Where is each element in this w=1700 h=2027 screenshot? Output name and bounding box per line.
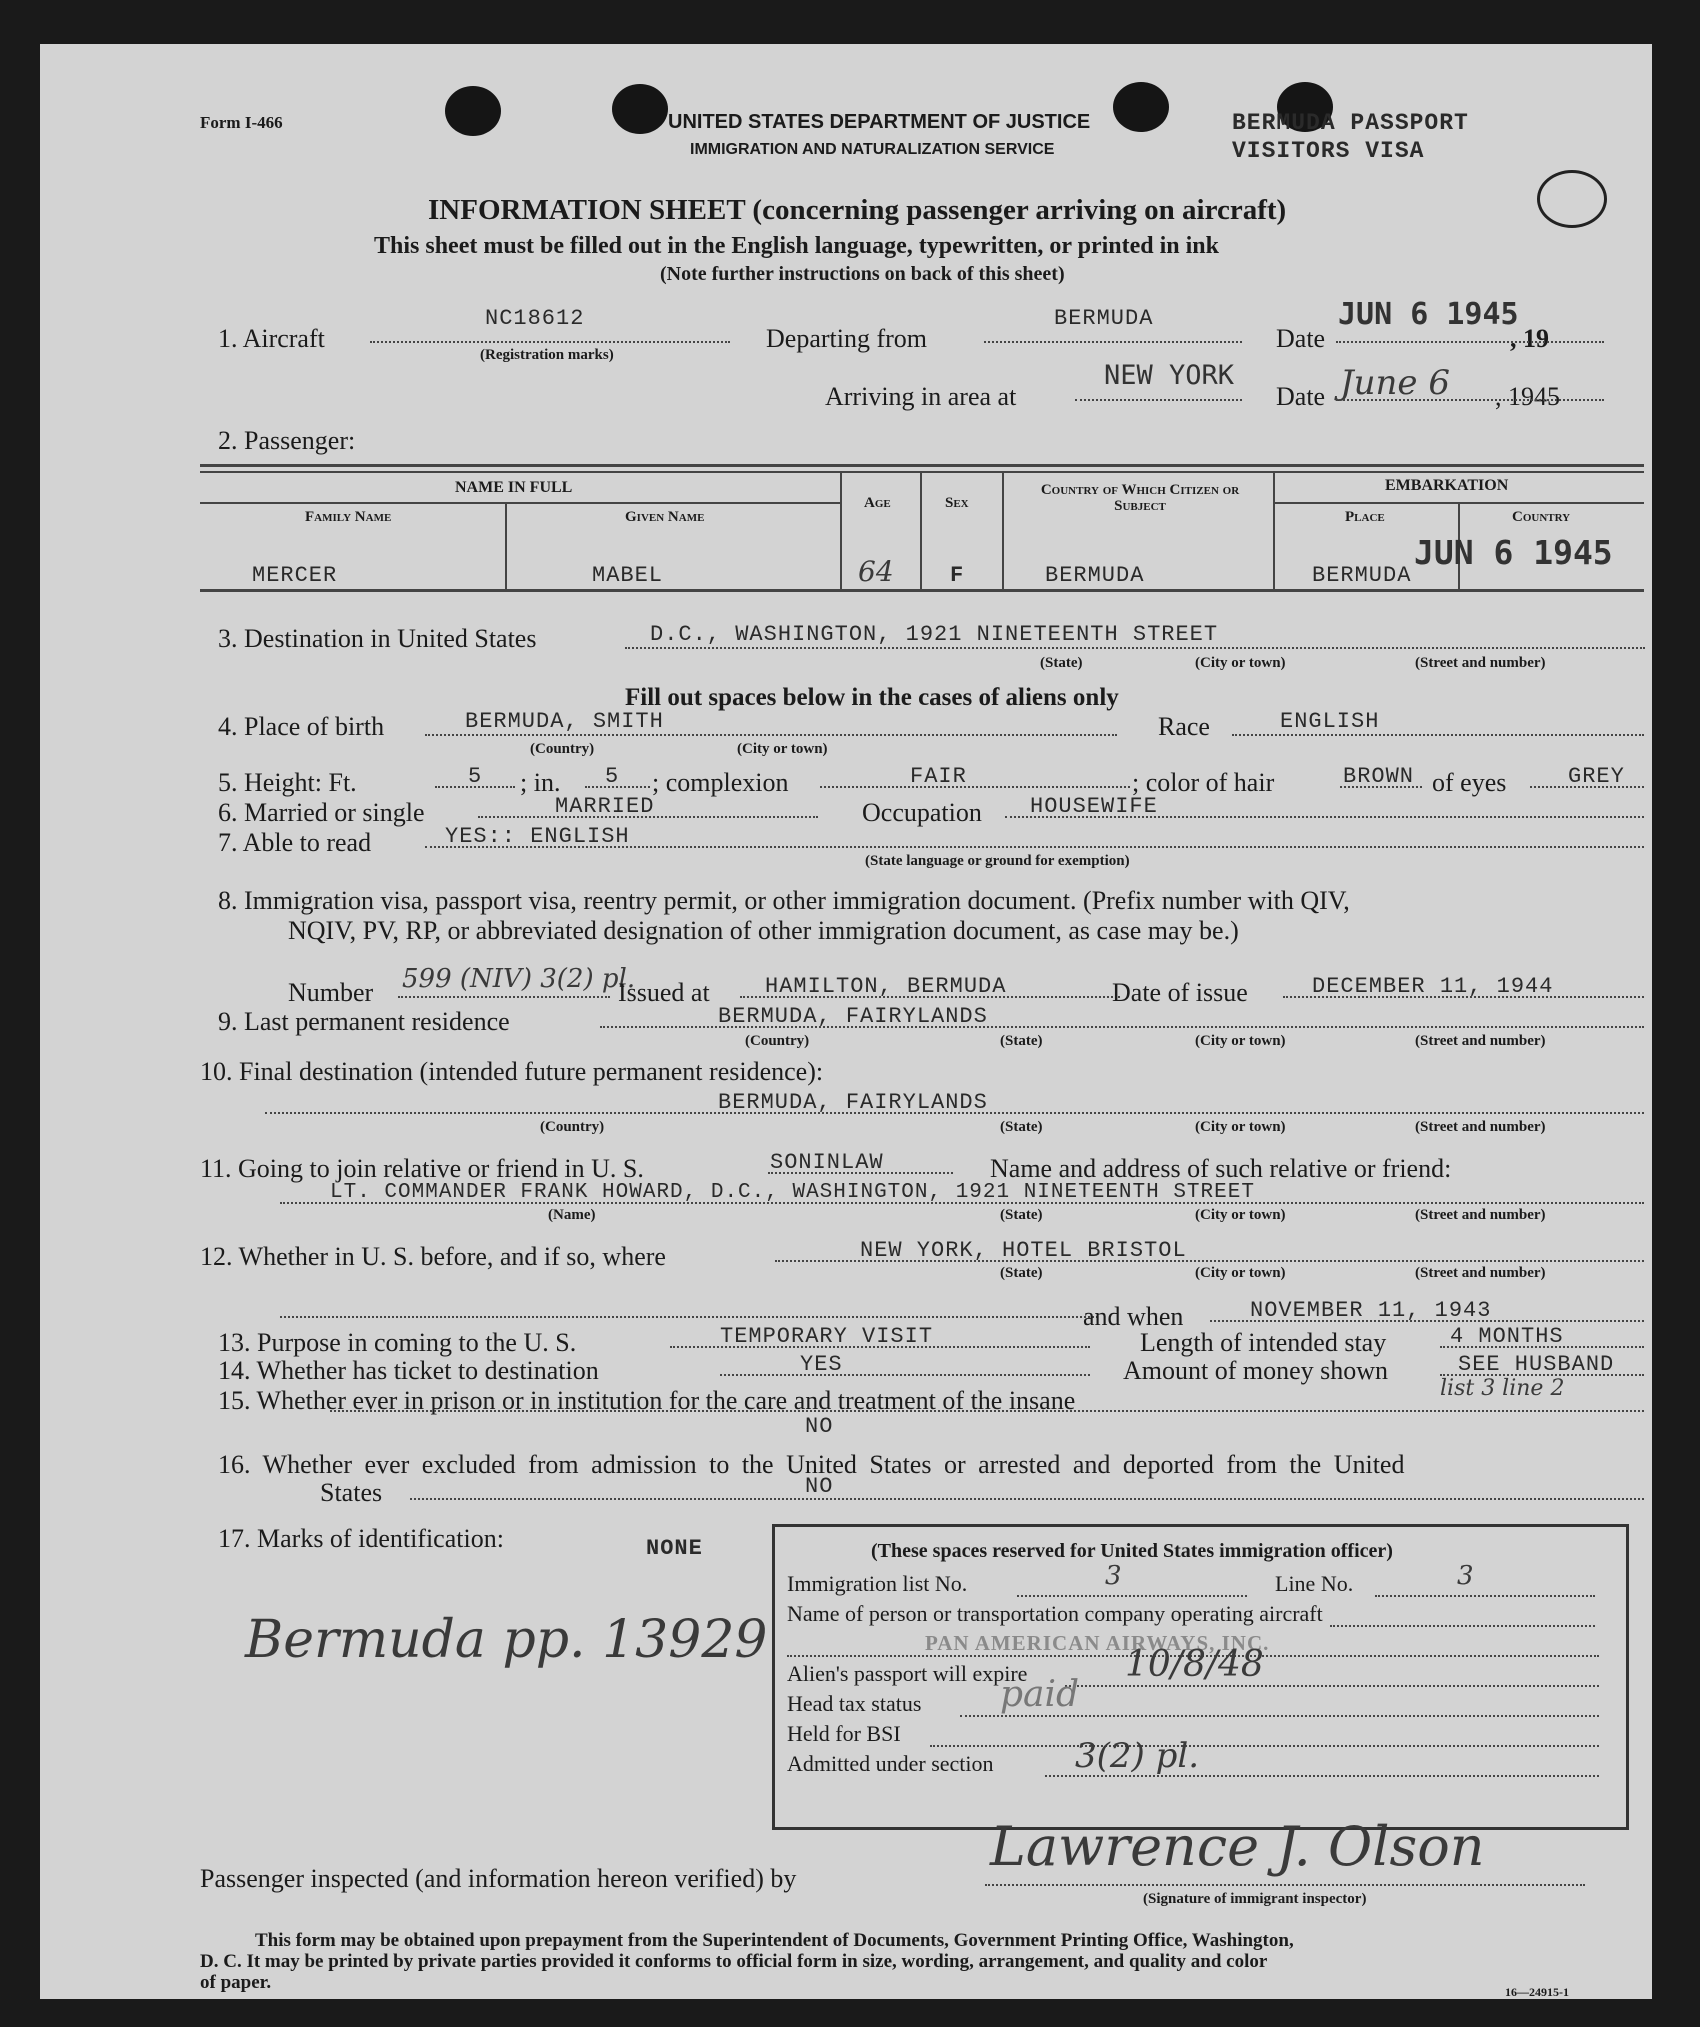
height-in-value: 5 bbox=[605, 764, 620, 789]
aircraft-caption: (Registration marks) bbox=[480, 347, 614, 363]
tax-line bbox=[960, 1715, 1599, 1717]
marks-value: NONE bbox=[646, 1536, 703, 1561]
list-label: Immigration list No. bbox=[787, 1571, 968, 1596]
embark-country-header: Country bbox=[1512, 509, 1571, 525]
punch-hole-1 bbox=[445, 86, 501, 136]
form-subtitle: This sheet must be filled out in the English language, typewritten, or printed in ink bbox=[374, 233, 1219, 259]
relative-label: 11. Going to join relative or friend in U. S. bbox=[200, 1154, 644, 1183]
line-value: 3 bbox=[1457, 1561, 1474, 1591]
place-header: Place bbox=[1345, 509, 1385, 525]
embark-place-value: BERMUDA bbox=[1312, 563, 1412, 588]
hair-label: ; color of hair bbox=[1132, 768, 1275, 797]
ticket-line bbox=[720, 1374, 1090, 1376]
final-destination-value: BERMUDA, FAIRYLANDS bbox=[718, 1090, 988, 1115]
ticket-label: 14. Whether has ticket to destination bbox=[218, 1356, 599, 1385]
marks-label: 17. Marks of identification: bbox=[218, 1524, 504, 1553]
relative-state-caption: (State) bbox=[1000, 1207, 1043, 1223]
service-name: IMMIGRATION AND NATURALIZATION SERVICE bbox=[690, 141, 1055, 158]
footer-line-2: D. C. It may be printed by private parties provided it conforms to official form in size, wording, arrangement, and quality and color bbox=[200, 1951, 1268, 1972]
occupation-value: HOUSEWIFE bbox=[1030, 794, 1158, 819]
name-in-full-header: NAME IN FULL bbox=[455, 479, 573, 496]
race-value: ENGLISH bbox=[1280, 709, 1380, 734]
final-city-caption: (City or town) bbox=[1195, 1119, 1286, 1135]
destination-street-caption: (Street and number) bbox=[1415, 655, 1546, 671]
height-ft-value: 5 bbox=[468, 764, 483, 789]
destination-city-caption: (City or town) bbox=[1195, 655, 1286, 671]
sex-header: Sex bbox=[945, 495, 969, 511]
signature-caption: (Signature of immigrant inspector) bbox=[1143, 1891, 1367, 1907]
citizen-value: BERMUDA bbox=[1045, 563, 1145, 588]
departing-value: BERMUDA bbox=[1054, 306, 1154, 331]
form-code: 16—24915-1 bbox=[1505, 1985, 1569, 1999]
bsi-label: Held for BSI bbox=[787, 1721, 901, 1746]
date-of-issue-label: Date of issue bbox=[1112, 978, 1248, 1007]
excluded-line bbox=[410, 1498, 1644, 1500]
visa-number-value: 599 (NIV) 3(2) pl. bbox=[402, 964, 636, 994]
form-sheet bbox=[40, 44, 1652, 1999]
birth-line bbox=[425, 734, 1117, 736]
line-line bbox=[1375, 1595, 1595, 1597]
residence-line bbox=[600, 1026, 1644, 1028]
eyes-label: of eyes bbox=[1432, 768, 1507, 797]
inspection-label: Passenger inspected (and information hereon verified) by bbox=[200, 1864, 797, 1893]
given-name-header: Given Name bbox=[625, 509, 705, 525]
marks-handwritten: Bermuda pp. 13929 bbox=[245, 1610, 768, 1670]
aircraft-label: 1. Aircraft bbox=[218, 324, 325, 353]
occupation-label: Occupation bbox=[862, 798, 982, 827]
relative-name-caption: (Name) bbox=[548, 1207, 596, 1223]
residence-street-caption: (Street and number) bbox=[1415, 1033, 1546, 1049]
tax-label: Head tax status bbox=[787, 1691, 922, 1716]
before-street-caption: (Street and number) bbox=[1415, 1265, 1546, 1281]
visa-line-2: NQIV, PV, RP, or abbreviated designation of other immigration document, as case may be.) bbox=[288, 916, 1239, 945]
list-value: 3 bbox=[1105, 1561, 1122, 1591]
relative-line bbox=[280, 1202, 1644, 1204]
ticket-value: YES bbox=[800, 1352, 843, 1377]
money-label: Amount of money shown bbox=[1123, 1356, 1389, 1385]
departure-date-stamp: JUN 6 1945 bbox=[1338, 297, 1519, 332]
list-line bbox=[1017, 1595, 1247, 1597]
residence-city-caption: (City or town) bbox=[1195, 1033, 1286, 1049]
residence-label: 9. Last permanent residence bbox=[218, 1007, 510, 1036]
relative-relation-line bbox=[768, 1172, 953, 1174]
arrival-date-label: Date bbox=[1276, 382, 1326, 411]
destination-state-caption: (State) bbox=[1040, 655, 1083, 671]
footer-line-1: This form may be obtained upon prepayment from the Superintendent of Documents, Government Printing Office, Washington, bbox=[255, 1930, 1294, 1951]
marital-line bbox=[478, 816, 818, 818]
eyes-line bbox=[1530, 786, 1644, 788]
when-label: and when bbox=[1083, 1302, 1184, 1331]
final-destination-label: 10. Final destination (intended future permanent residence): bbox=[200, 1057, 824, 1086]
sex-value: F bbox=[950, 563, 965, 588]
stay-value: 4 MONTHS bbox=[1450, 1324, 1564, 1349]
money-note-handwritten: list 3 line 2 bbox=[1440, 1376, 1565, 1401]
embarkation-header: EMBARKATION bbox=[1385, 477, 1509, 494]
aircraft-line bbox=[370, 341, 730, 343]
passport-expire-line bbox=[1065, 1685, 1599, 1687]
bsi-line bbox=[930, 1745, 1599, 1747]
height-label: 5. Height: Ft. bbox=[218, 768, 357, 797]
before-state-caption: (State) bbox=[1000, 1265, 1043, 1281]
relative-relation: SONINLAW bbox=[770, 1150, 884, 1175]
destination-label: 3. Destination in United States bbox=[218, 624, 537, 653]
operator-value: PAN AMERICAN AIRWAYS, INC. bbox=[925, 1631, 1270, 1655]
purpose-label: 13. Purpose in coming to the U. S. bbox=[218, 1328, 577, 1357]
age-header: Age bbox=[864, 495, 891, 511]
citizen-header: Country of Which Citizen or Subject bbox=[1040, 482, 1240, 514]
complexion-line bbox=[820, 786, 1130, 788]
height-in-line bbox=[585, 786, 650, 788]
excluded-line-1: 16. Whether ever excluded from admission to the United States or arrested and deported from the United bbox=[218, 1450, 1405, 1479]
aircraft-value: NC18612 bbox=[485, 306, 585, 331]
height-ft-line bbox=[435, 786, 515, 788]
operator-label: Name of person or transportation company operating aircraft bbox=[787, 1601, 1323, 1626]
before-city-caption: (City or town) bbox=[1195, 1265, 1286, 1281]
relative-street-caption: (Street and number) bbox=[1415, 1207, 1546, 1223]
excluded-line-2: States bbox=[320, 1478, 383, 1507]
visa-type-line-1: BERMUDA PASSPORT bbox=[1232, 110, 1469, 136]
date-of-issue-line bbox=[1283, 996, 1644, 998]
race-label: Race bbox=[1158, 712, 1210, 741]
birth-value: BERMUDA, SMITH bbox=[465, 709, 664, 734]
marital-value: MARRIED bbox=[555, 794, 655, 819]
form-number: Form I-466 bbox=[200, 113, 283, 132]
read-value: YES:: ENGLISH bbox=[445, 824, 630, 849]
circle-mark-icon bbox=[1537, 170, 1607, 228]
birth-label: 4. Place of birth bbox=[218, 712, 385, 741]
before-line bbox=[775, 1260, 1644, 1262]
date-of-issue-value: DECEMBER 11, 1944 bbox=[1312, 974, 1554, 999]
footer-line-3: of paper. bbox=[200, 1972, 272, 1993]
relative-label-2: Name and address of such relative or friend: bbox=[990, 1154, 1452, 1183]
section-value: 3(2) pl. bbox=[1075, 1736, 1200, 1776]
punch-hole-2 bbox=[612, 84, 668, 134]
residence-value: BERMUDA, FAIRYLANDS bbox=[718, 1004, 988, 1029]
residence-country-caption: (Country) bbox=[745, 1033, 810, 1049]
read-line bbox=[425, 846, 1644, 848]
family-name-header: Family Name bbox=[305, 509, 392, 525]
arriving-line bbox=[1075, 399, 1242, 401]
residence-state-caption: (State) bbox=[1000, 1033, 1043, 1049]
stay-label: Length of intended stay bbox=[1140, 1328, 1387, 1357]
visa-number-line bbox=[398, 996, 610, 998]
prison-value: NO bbox=[805, 1414, 834, 1439]
birth-city-caption: (City or town) bbox=[737, 741, 828, 757]
relative-value: LT. COMMANDER FRANK HOWARD, D.C., WASHINGTON, 1921 NINETEENTH STREET bbox=[330, 1181, 1255, 1204]
when-value: NOVEMBER 11, 1943 bbox=[1250, 1298, 1492, 1323]
passenger-label: 2. Passenger: bbox=[218, 426, 356, 455]
purpose-value: TEMPORARY VISIT bbox=[720, 1324, 934, 1349]
final-street-caption: (Street and number) bbox=[1415, 1119, 1546, 1135]
date-label: Date bbox=[1276, 324, 1326, 353]
read-caption: (State language or ground for exemption) bbox=[865, 853, 1130, 869]
line-label: Line No. bbox=[1275, 1571, 1354, 1596]
when-line bbox=[1210, 1320, 1644, 1322]
complexion-label: ; complexion bbox=[652, 768, 789, 797]
eyes-value: GREY bbox=[1568, 764, 1625, 789]
issued-line bbox=[740, 996, 1120, 998]
arriving-value: NEW YORK bbox=[1104, 360, 1235, 391]
section-line bbox=[1045, 1775, 1599, 1777]
departing-line bbox=[984, 341, 1242, 343]
passport-expire-value: 10/8/48 bbox=[1125, 1644, 1264, 1685]
relative-city-caption: (City or town) bbox=[1195, 1207, 1286, 1223]
department-name: UNITED STATES DEPARTMENT OF JUSTICE bbox=[668, 111, 1091, 133]
officer-box-heading: (These spaces reserved for United States immigration officer) bbox=[871, 1540, 1393, 1562]
officer-box bbox=[772, 1524, 1629, 1830]
punch-hole-3 bbox=[1113, 82, 1169, 132]
purpose-line bbox=[670, 1346, 1090, 1348]
arrival-date-line bbox=[1336, 399, 1604, 401]
visa-type-line-2: VISITORS VISA bbox=[1232, 138, 1425, 164]
given-name-value: MABEL bbox=[592, 563, 664, 588]
arriving-label: Arriving in area at bbox=[825, 382, 1017, 411]
read-label: 7. Able to read bbox=[218, 828, 372, 857]
family-name-value: MERCER bbox=[252, 563, 338, 588]
prison-label: 15. Whether ever in prison or in institution for the care and treatment of the insane bbox=[218, 1386, 1076, 1415]
visa-line-1: 8. Immigration visa, passport visa, reentry permit, or other immigration document. (Prefix number with QIV, bbox=[218, 886, 1350, 915]
date-line bbox=[1336, 341, 1604, 343]
before-line-2 bbox=[280, 1316, 1098, 1318]
form-note: (Note further instructions on back of this sheet) bbox=[660, 263, 1065, 285]
birth-country-caption: (Country) bbox=[530, 741, 595, 757]
operator-line bbox=[1330, 1625, 1595, 1627]
arrival-date-handwritten: June 6 bbox=[1340, 363, 1450, 403]
height-in-label: ; in. bbox=[520, 768, 561, 797]
issued-label: Issued at bbox=[618, 978, 710, 1007]
age-value: 64 bbox=[858, 555, 894, 588]
destination-line bbox=[625, 647, 1645, 649]
issued-value: HAMILTON, BERMUDA bbox=[765, 974, 1007, 999]
hair-line bbox=[1340, 786, 1422, 788]
arrival-date-suffix: , 1945 bbox=[1495, 382, 1560, 411]
marital-label: 6. Married or single bbox=[218, 798, 425, 827]
inspector-signature: Lawrence J. Olson bbox=[990, 1815, 1485, 1878]
form-title: INFORMATION SHEET (concerning passenger arriving on aircraft) bbox=[428, 194, 1287, 226]
visa-number-label: Number bbox=[288, 978, 374, 1007]
prison-line bbox=[330, 1410, 1644, 1412]
before-value: NEW YORK, HOTEL BRISTOL bbox=[860, 1238, 1187, 1263]
departing-label: Departing from bbox=[766, 324, 928, 353]
final-country-caption: (Country) bbox=[540, 1119, 605, 1135]
final-destination-line bbox=[265, 1112, 1644, 1114]
money-value: SEE HUSBAND bbox=[1458, 1352, 1615, 1377]
destination-value: D.C., WASHINGTON, 1921 NINETEENTH STREET bbox=[650, 622, 1219, 647]
complexion-value: FAIR bbox=[910, 764, 967, 789]
section-label: Admitted under section bbox=[787, 1751, 994, 1776]
signature-line bbox=[985, 1884, 1585, 1886]
hair-value: BROWN bbox=[1343, 764, 1415, 789]
excluded-value: NO bbox=[805, 1474, 834, 1499]
occupation-line bbox=[1005, 816, 1644, 818]
stay-line bbox=[1440, 1346, 1644, 1348]
embark-date-stamp: JUN 6 1945 bbox=[1414, 533, 1613, 572]
final-state-caption: (State) bbox=[1000, 1119, 1043, 1135]
passport-expire-label: Alien's passport will expire bbox=[787, 1661, 1028, 1686]
race-line bbox=[1232, 734, 1644, 736]
before-label: 12. Whether in U. S. before, and if so, where bbox=[200, 1242, 666, 1271]
aliens-heading: Fill out spaces below in the cases of aliens only bbox=[625, 684, 1119, 711]
tax-value: paid bbox=[1000, 1674, 1080, 1715]
date-suffix: , 19 bbox=[1510, 324, 1549, 353]
